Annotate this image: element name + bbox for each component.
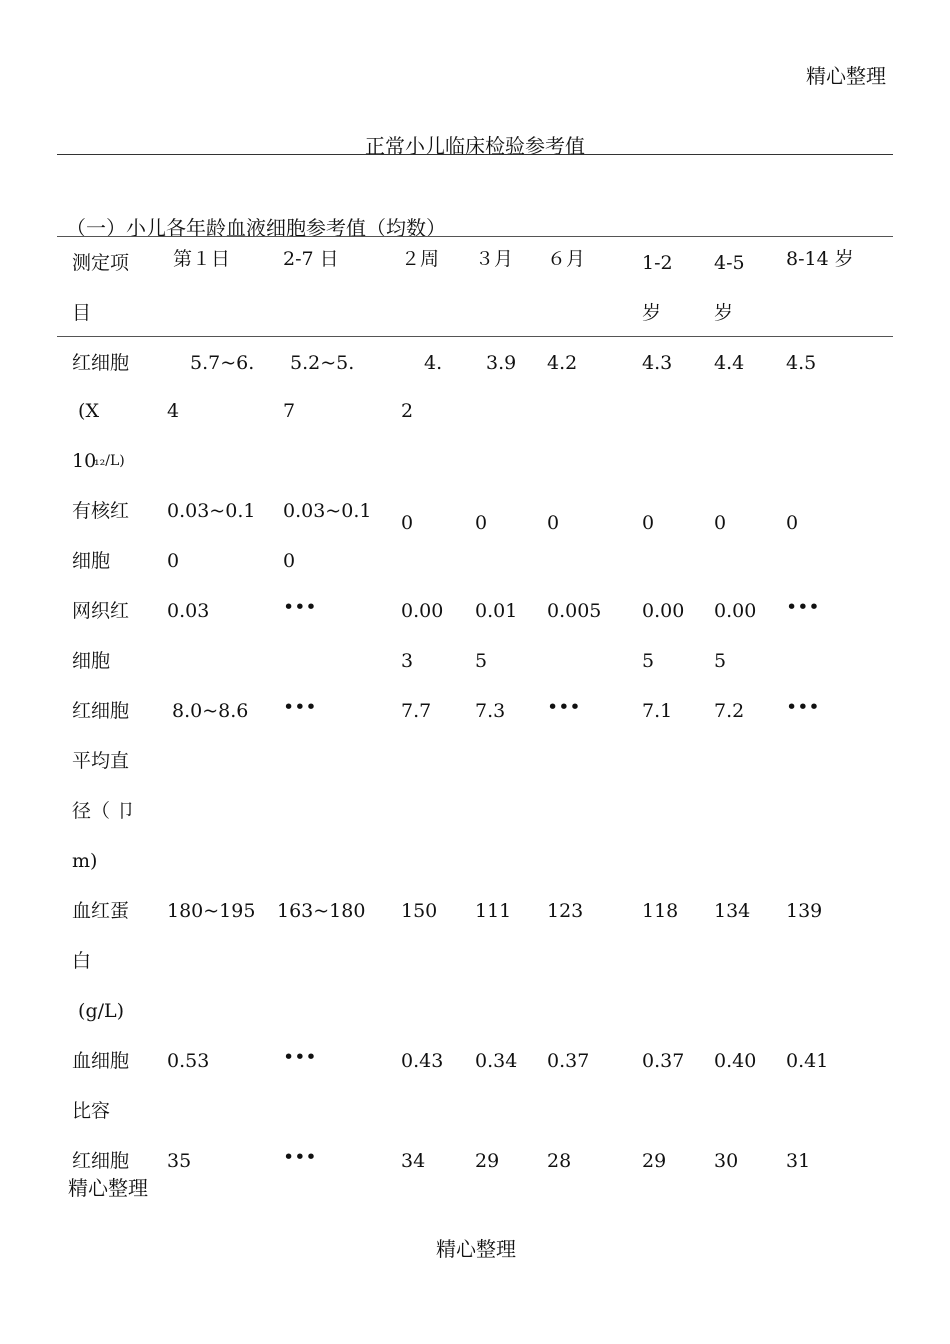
row-label: 有核红: [72, 500, 130, 522]
table-cell: •••: [786, 696, 820, 718]
row-label: 红细胞: [72, 352, 130, 374]
row-label: ₁₂/L): [94, 453, 125, 469]
section-title: （一）小儿各年龄血液细胞参考值（均数）: [66, 216, 446, 240]
page-header: 精心整理: [806, 64, 886, 88]
column-header: 岁: [642, 302, 662, 324]
table-cell: 28: [547, 1150, 572, 1172]
column-header: 目: [72, 302, 92, 324]
table-cell: 123: [547, 900, 584, 922]
column-header: ３月: [475, 248, 514, 270]
table-cell: 0.00: [642, 600, 685, 622]
row-label: 血细胞: [72, 1050, 130, 1072]
table-cell: 0.00: [401, 600, 444, 622]
table-cell: 30: [714, 1150, 739, 1172]
table-cell: •••: [283, 596, 317, 618]
table-cell: 150: [401, 900, 438, 922]
row-label: 红细胞: [72, 700, 130, 722]
row-label: 白: [72, 950, 92, 972]
table-cell: 0.03~0.1: [167, 500, 256, 522]
table-cell: 4.: [424, 352, 443, 374]
row-label: (g/L): [72, 1000, 125, 1022]
table-cell: 2: [401, 400, 414, 422]
column-header: 2-7 日: [283, 248, 339, 270]
table-cell: •••: [283, 696, 317, 718]
table-cell: 4.5: [786, 352, 817, 374]
table-cell: 0.005: [547, 600, 602, 622]
table-cell: 163~180: [277, 900, 366, 922]
table-cell: •••: [283, 1146, 317, 1168]
table-cell: 0.34: [475, 1050, 518, 1072]
table-cell: 4.3: [642, 352, 673, 374]
column-header: ６月: [547, 248, 586, 270]
table-cell: 0.40: [714, 1050, 757, 1072]
table-cell: 0: [786, 512, 799, 534]
document-title: 正常小儿临床检验参考值: [365, 134, 585, 158]
table-header-rule: [57, 336, 893, 337]
column-header: 1-2: [642, 252, 673, 274]
row-label: m): [72, 850, 98, 872]
table-cell: 118: [642, 900, 679, 922]
column-header: 岁: [714, 302, 734, 324]
table-cell: •••: [283, 1046, 317, 1068]
row-label: 血红蛋: [72, 900, 130, 922]
table-cell: 3.9: [486, 352, 517, 374]
table-cell: 31: [786, 1150, 811, 1172]
row-label: 径（ 卩: [72, 800, 136, 822]
footer-left: 精心整理: [68, 1176, 148, 1200]
row-label: 红细胞: [72, 1150, 130, 1172]
table-cell: 180~195: [167, 900, 256, 922]
title-divider: [57, 154, 893, 155]
table-cell: 29: [475, 1150, 500, 1172]
table-cell: 5.2~5.: [290, 352, 355, 374]
table-cell: 0.53: [167, 1050, 210, 1072]
row-label: 细胞: [72, 550, 111, 572]
table-cell: 3: [401, 650, 414, 672]
table-cell: 4.2: [547, 352, 578, 374]
table-cell: 4: [167, 400, 180, 422]
column-header: 第１日: [173, 248, 231, 270]
row-label: (X: [72, 400, 99, 422]
table-cell: 7.7: [401, 700, 432, 722]
table-cell: 0: [642, 512, 655, 534]
table-cell: 7.2: [714, 700, 745, 722]
table-cell: 0: [475, 512, 488, 534]
table-cell: 0: [401, 512, 414, 534]
table-cell: 0: [547, 512, 560, 534]
row-label: 平均直: [72, 750, 130, 772]
table-cell: 5: [475, 650, 488, 672]
footer-center: 精心整理: [436, 1237, 516, 1261]
column-header: 4-5: [714, 252, 745, 274]
table-cell: 0.41: [786, 1050, 829, 1072]
row-label: 10: [72, 450, 97, 472]
table-cell: 5.7~6.: [190, 352, 255, 374]
table-cell: 7: [283, 400, 296, 422]
table-cell: 0.43: [401, 1050, 444, 1072]
table-cell: 134: [714, 900, 751, 922]
column-header: 8-14 岁: [786, 248, 854, 270]
row-label: 细胞: [72, 650, 111, 672]
table-cell: 0.03: [167, 600, 210, 622]
row-label: 网织红: [72, 600, 130, 622]
table-cell: 111: [475, 900, 512, 922]
column-header: ２周: [401, 248, 440, 270]
table-cell: 0.01: [475, 600, 518, 622]
table-cell: 0: [283, 550, 296, 572]
table-cell: 8.0~8.6: [172, 700, 249, 722]
table-cell: 35: [167, 1150, 192, 1172]
table-cell: 0.37: [642, 1050, 685, 1072]
table-cell: •••: [547, 696, 581, 718]
table-cell: 0.00: [714, 600, 757, 622]
table-cell: 4.4: [714, 352, 745, 374]
column-header: 测定项: [72, 252, 130, 274]
table-cell: 7.3: [475, 700, 506, 722]
table-cell: 34: [401, 1150, 426, 1172]
table-cell: 139: [786, 900, 823, 922]
table-cell: 5: [714, 650, 727, 672]
row-label: 比容: [72, 1100, 111, 1122]
table-cell: 29: [642, 1150, 667, 1172]
table-cell: 0: [167, 550, 180, 572]
table-cell: 7.1: [642, 700, 673, 722]
table-cell: 5: [642, 650, 655, 672]
table-cell: 0.37: [547, 1050, 590, 1072]
table-cell: 0: [714, 512, 727, 534]
table-cell: 0.03~0.1: [283, 500, 372, 522]
table-cell: •••: [786, 596, 820, 618]
